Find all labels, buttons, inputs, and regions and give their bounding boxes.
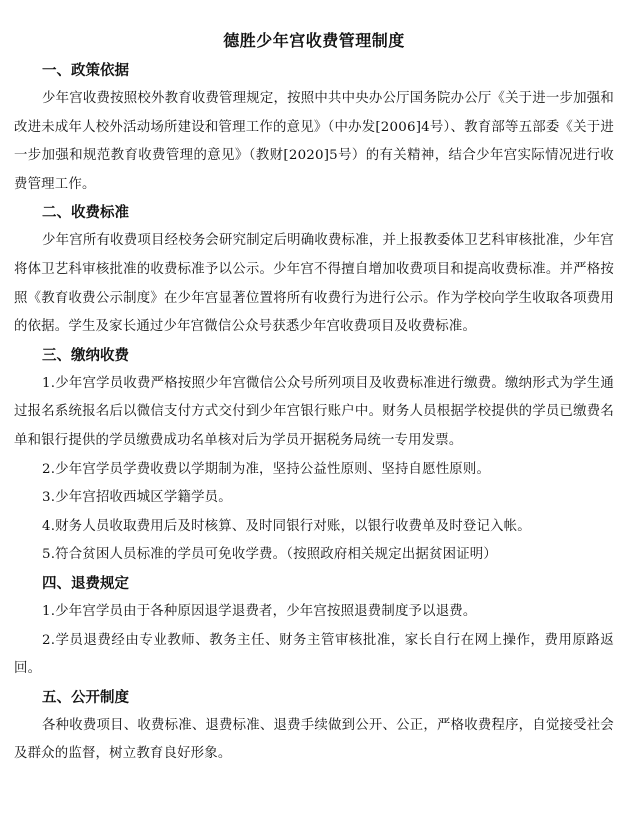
section-refund-rules [14, 570, 614, 684]
section-paragraph: 1.少年宫学员由于各种原因退学退费者，少年宫按照退费制度予以退费。 [42, 603, 477, 619]
section-fee-standards [14, 199, 614, 341]
section-fee-payment [14, 342, 614, 570]
section-paragraph: 2.学员退费经由专业教师、教务主任、财务主管审核批准，家长自行在网上操作，费用原路返回。 [14, 632, 614, 677]
section-paragraph: 4.财务人员收取费用后及时核算、及时同银行对账，以银行收费单及时登记入帐。 [42, 518, 531, 534]
section-heading: 二、收费标准 [42, 205, 129, 222]
section-heading: 五、公开制度 [42, 689, 129, 706]
section-policy-basis [14, 57, 614, 199]
section-paragraph: 2.少年宫学员学费收费以学期制为准，坚持公益性原则、坚持自愿性原则。 [42, 461, 491, 477]
section-paragraph: 各种收费项目、收费标准、退费标准、退费手续做到公开、公正，严格收费程序，自觉接受社会及群众的监督，树立教育良好形象。 [14, 717, 614, 762]
section-paragraph: 3.少年宫招收西城区学籍学员。 [42, 490, 232, 506]
section-paragraph: 少年宫所有收费项目经校务会研究制定后明确收费标准，并上报教委体卫艺科审核批准，少年宫将体卫艺科审核批准的收费标准予以公示。少年宫不得擅自增加收费项目和提高收费标准。并严格按照《教育收费公示制度》在少年宫显著位置将所有收费行为进行公示。作为学校向学生收取各项费用的依据。学生及家长通过少年宫微信公众号获悉少年宫收费项目及收费标准。 [14, 233, 614, 335]
section-paragraph: 5.符合贫困人员标准的学员可免收学费。（按照政府相关规定出据贫困证明） [42, 547, 497, 563]
section-paragraph: 少年宫收费按照校外教育收费管理规定，按照中共中央办公厅国务院办公厅《关于进一步加强和改进未成年人校外活动场所建设和管理工作的意见》（中办发[2006]4号）、教育部等五部委《关于进一步加强和规范教育收费管理的意见》（教财[2020]5号）的有关精神，结合少年宫实际情况进行收费管理工作。 [14, 91, 614, 192]
section-heading: 一、政策依据 [42, 63, 129, 79]
document-title: 德胜少年宫收费管理制度 [223, 31, 405, 50]
section-disclosure [14, 684, 614, 769]
section-heading: 四、退费规定 [42, 575, 129, 592]
section-heading: 三、缴纳收费 [42, 347, 129, 364]
section-paragraph: 1.少年宫学员收费严格按照少年宫微信公众号所列项目及收费标准进行缴费。缴纳形式为学生通过报名系统报名后以微信支付方式交付到少年宫银行账户中。财务人员根据学校提供的学员已缴费名单和银行提供的学员缴费成功名单核对后为学员开据税务局统一专用发票。 [14, 375, 614, 448]
